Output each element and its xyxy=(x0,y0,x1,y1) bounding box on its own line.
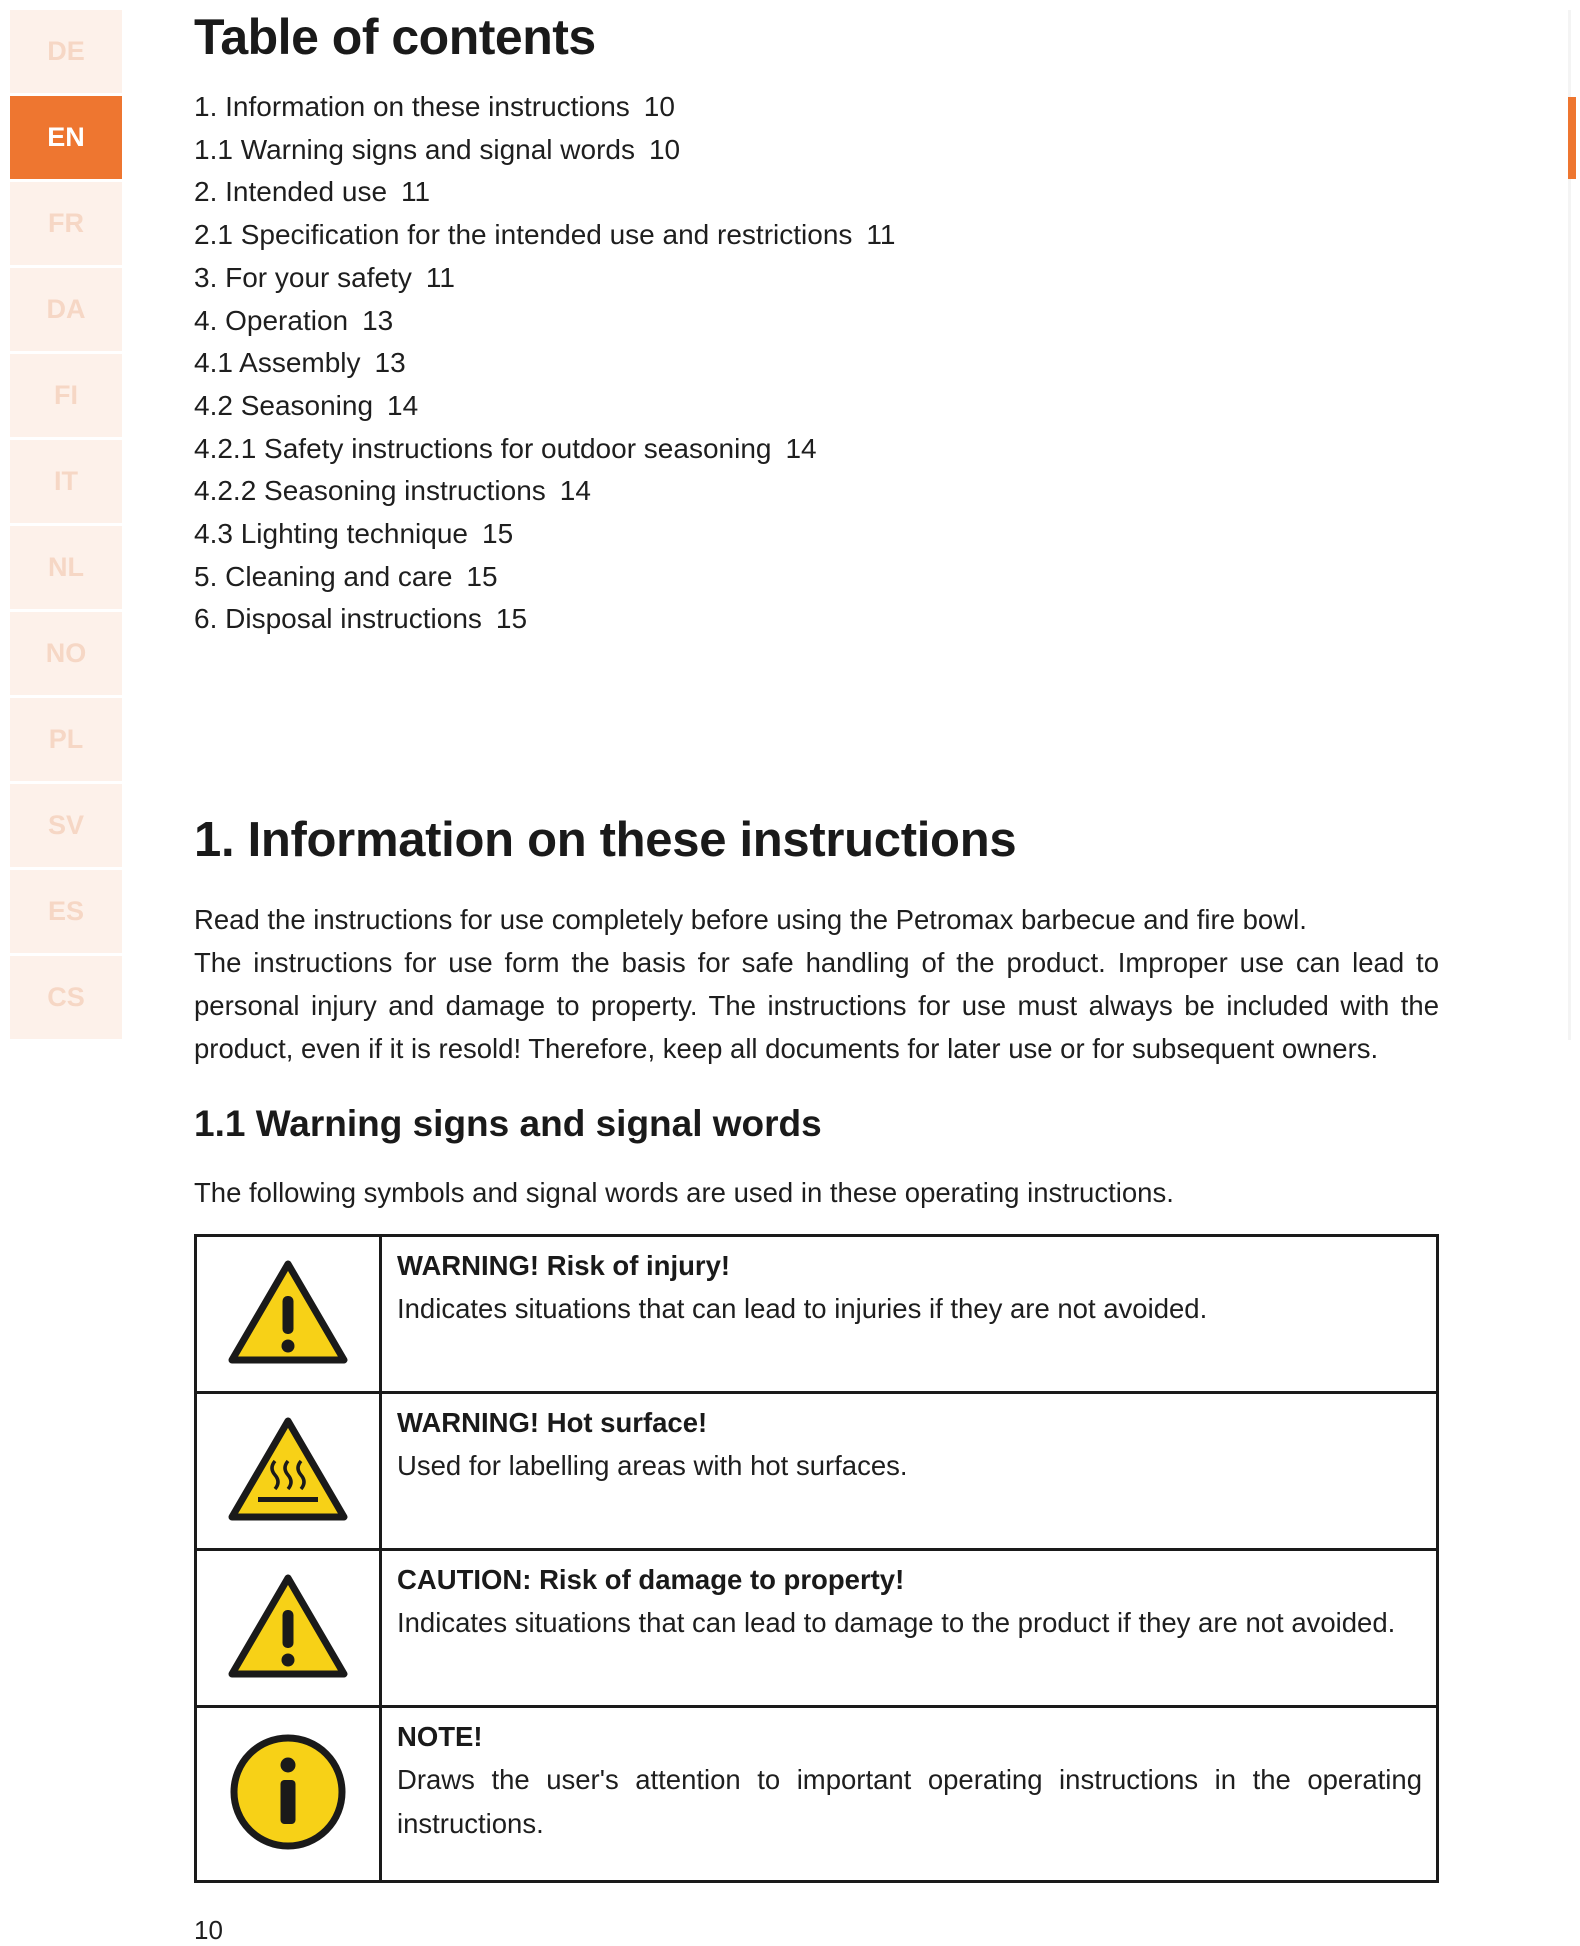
toc-title: Table of contents xyxy=(194,9,596,65)
toc-entry[interactable] xyxy=(194,257,895,300)
toc-entry-text: 2.1 Specification for the intended use and restrictions xyxy=(194,219,853,251)
toc-entry-text: 4.2 Seasoning xyxy=(194,389,374,421)
toc-entry-page: 14 xyxy=(785,432,817,464)
toc-entry[interactable] xyxy=(194,556,895,599)
toc-entry[interactable] xyxy=(194,214,895,257)
table-of-contents xyxy=(194,86,895,641)
toc-entry[interactable] xyxy=(194,513,895,556)
intro-text xyxy=(194,898,1439,1070)
toc-entry[interactable] xyxy=(194,86,895,129)
toc-entry-page: 15 xyxy=(495,603,528,635)
toc-entry[interactable] xyxy=(194,428,895,471)
symbol-text-cell xyxy=(381,1236,1438,1393)
toc-entry-page: 10 xyxy=(648,133,681,165)
lang-tab-cs[interactable]: CS xyxy=(10,956,122,1039)
toc-entry-text: 4.2.1 Safety instructions for outdoor seasoning xyxy=(194,432,772,464)
lang-tab-it[interactable]: IT xyxy=(10,440,122,523)
toc-entry-text: 1.1 Warning signs and signal words xyxy=(194,133,635,165)
info-circle-icon xyxy=(228,1732,348,1852)
symbol-description: Used for labelling areas with hot surfaces. xyxy=(397,1450,908,1481)
symbol-text-cell xyxy=(381,1393,1438,1550)
toc-entry[interactable] xyxy=(194,171,895,214)
toc-entry-text: 2. Intended use xyxy=(194,176,388,208)
warning-triangle-icon xyxy=(228,1260,348,1364)
toc-entry-text: 5. Cleaning and care xyxy=(194,560,453,592)
toc-entry-page: 15 xyxy=(466,560,498,592)
toc-entry-page: 13 xyxy=(362,304,394,336)
table-row xyxy=(196,1550,1438,1707)
symbol-icon-cell xyxy=(196,1236,381,1393)
lang-tab-de[interactable]: DE xyxy=(10,10,122,93)
table-row xyxy=(196,1393,1438,1550)
toc-entry-page: 14 xyxy=(559,475,591,507)
toc-entry[interactable] xyxy=(194,342,895,385)
warning-symbols-table xyxy=(194,1234,1439,1883)
symbols-lead-text: The following symbols and signal words are used in these operating instructions. xyxy=(194,1177,1174,1208)
toc-entry-page: 14 xyxy=(387,389,419,421)
toc-entry-text: 6. Disposal instructions xyxy=(194,603,482,635)
symbol-label: CAUTION: Risk of damage to property! xyxy=(397,1564,905,1595)
intro-paragraph: Read the instructions for use completely before using the Petromax barbecue and fire bowl. xyxy=(194,904,1307,935)
toc-entry-page: 11 xyxy=(401,176,431,208)
toc-entry-page: 10 xyxy=(643,91,675,122)
symbol-text-cell xyxy=(381,1707,1438,1882)
symbol-description: Draws the user's attention to important operating instructions in the operating instructions. xyxy=(397,1764,1422,1839)
toc-entry-page: 15 xyxy=(482,518,514,550)
symbol-icon-cell xyxy=(196,1550,381,1707)
symbol-label: NOTE! xyxy=(397,1721,483,1752)
caution-triangle-icon xyxy=(228,1574,348,1678)
toc-entry-text: 4.3 Lighting technique xyxy=(194,518,468,550)
toc-entry[interactable] xyxy=(194,470,895,513)
right-edge-marker xyxy=(1568,97,1576,179)
toc-entry[interactable] xyxy=(194,385,895,428)
lang-tab-es[interactable]: ES xyxy=(10,870,122,953)
toc-entry[interactable] xyxy=(194,300,895,343)
toc-entry-text: 4.2.2 Seasoning instructions xyxy=(194,475,546,507)
symbol-text-cell xyxy=(381,1550,1438,1707)
lang-tab-pl[interactable]: PL xyxy=(10,698,122,781)
lang-tab-fi[interactable]: FI xyxy=(10,354,122,437)
lang-tab-nl[interactable]: NL xyxy=(10,526,122,609)
toc-entry-text: 1. Information on these instructions xyxy=(194,91,630,122)
toc-entry-page: 13 xyxy=(374,347,406,379)
toc-entry-page: 11 xyxy=(425,261,455,293)
symbol-description: Indicates situations that can lead to injuries if they are not avoided. xyxy=(397,1293,1208,1324)
symbol-icon-cell xyxy=(196,1707,381,1882)
section-heading: 1. Information on these instructions xyxy=(194,813,1017,867)
lang-tab-da[interactable]: DA xyxy=(10,268,122,351)
symbol-description: Indicates situations that can lead to damage to the product if they are not avoided. xyxy=(397,1607,1396,1638)
toc-entry[interactable] xyxy=(194,598,895,641)
hot-surface-icon xyxy=(228,1417,348,1521)
subsection-heading: 1.1 Warning signs and signal words xyxy=(194,1103,822,1144)
lang-tab-sv[interactable]: SV xyxy=(10,784,122,867)
symbol-label: WARNING! Hot surface! xyxy=(397,1407,708,1438)
language-tabs xyxy=(10,10,122,1042)
toc-entry-text: 4. Operation xyxy=(194,304,349,336)
lang-tab-en[interactable]: EN xyxy=(10,96,122,179)
toc-entry-text: 3. For your safety xyxy=(194,261,412,293)
symbol-icon-cell xyxy=(196,1393,381,1550)
table-row xyxy=(196,1707,1438,1882)
lang-tab-no[interactable]: NO xyxy=(10,612,122,695)
page-number: 10 xyxy=(194,1915,223,1945)
intro-paragraph: The instructions for use form the basis for safe handling of the product. Improper use can lead to personal injury and damage to property. The instructions for use must always be included with the product, even if it is resold! Therefore, keep all documents for later use or for subsequent owners. xyxy=(194,947,1439,1064)
toc-entry-text: 4.1 Assembly xyxy=(194,347,361,379)
toc-entry[interactable] xyxy=(194,129,895,172)
table-row xyxy=(196,1236,1438,1393)
toc-entry-page: 11 xyxy=(866,219,896,251)
lang-tab-fr[interactable]: FR xyxy=(10,182,122,265)
symbol-label: WARNING! Risk of injury! xyxy=(397,1250,731,1281)
